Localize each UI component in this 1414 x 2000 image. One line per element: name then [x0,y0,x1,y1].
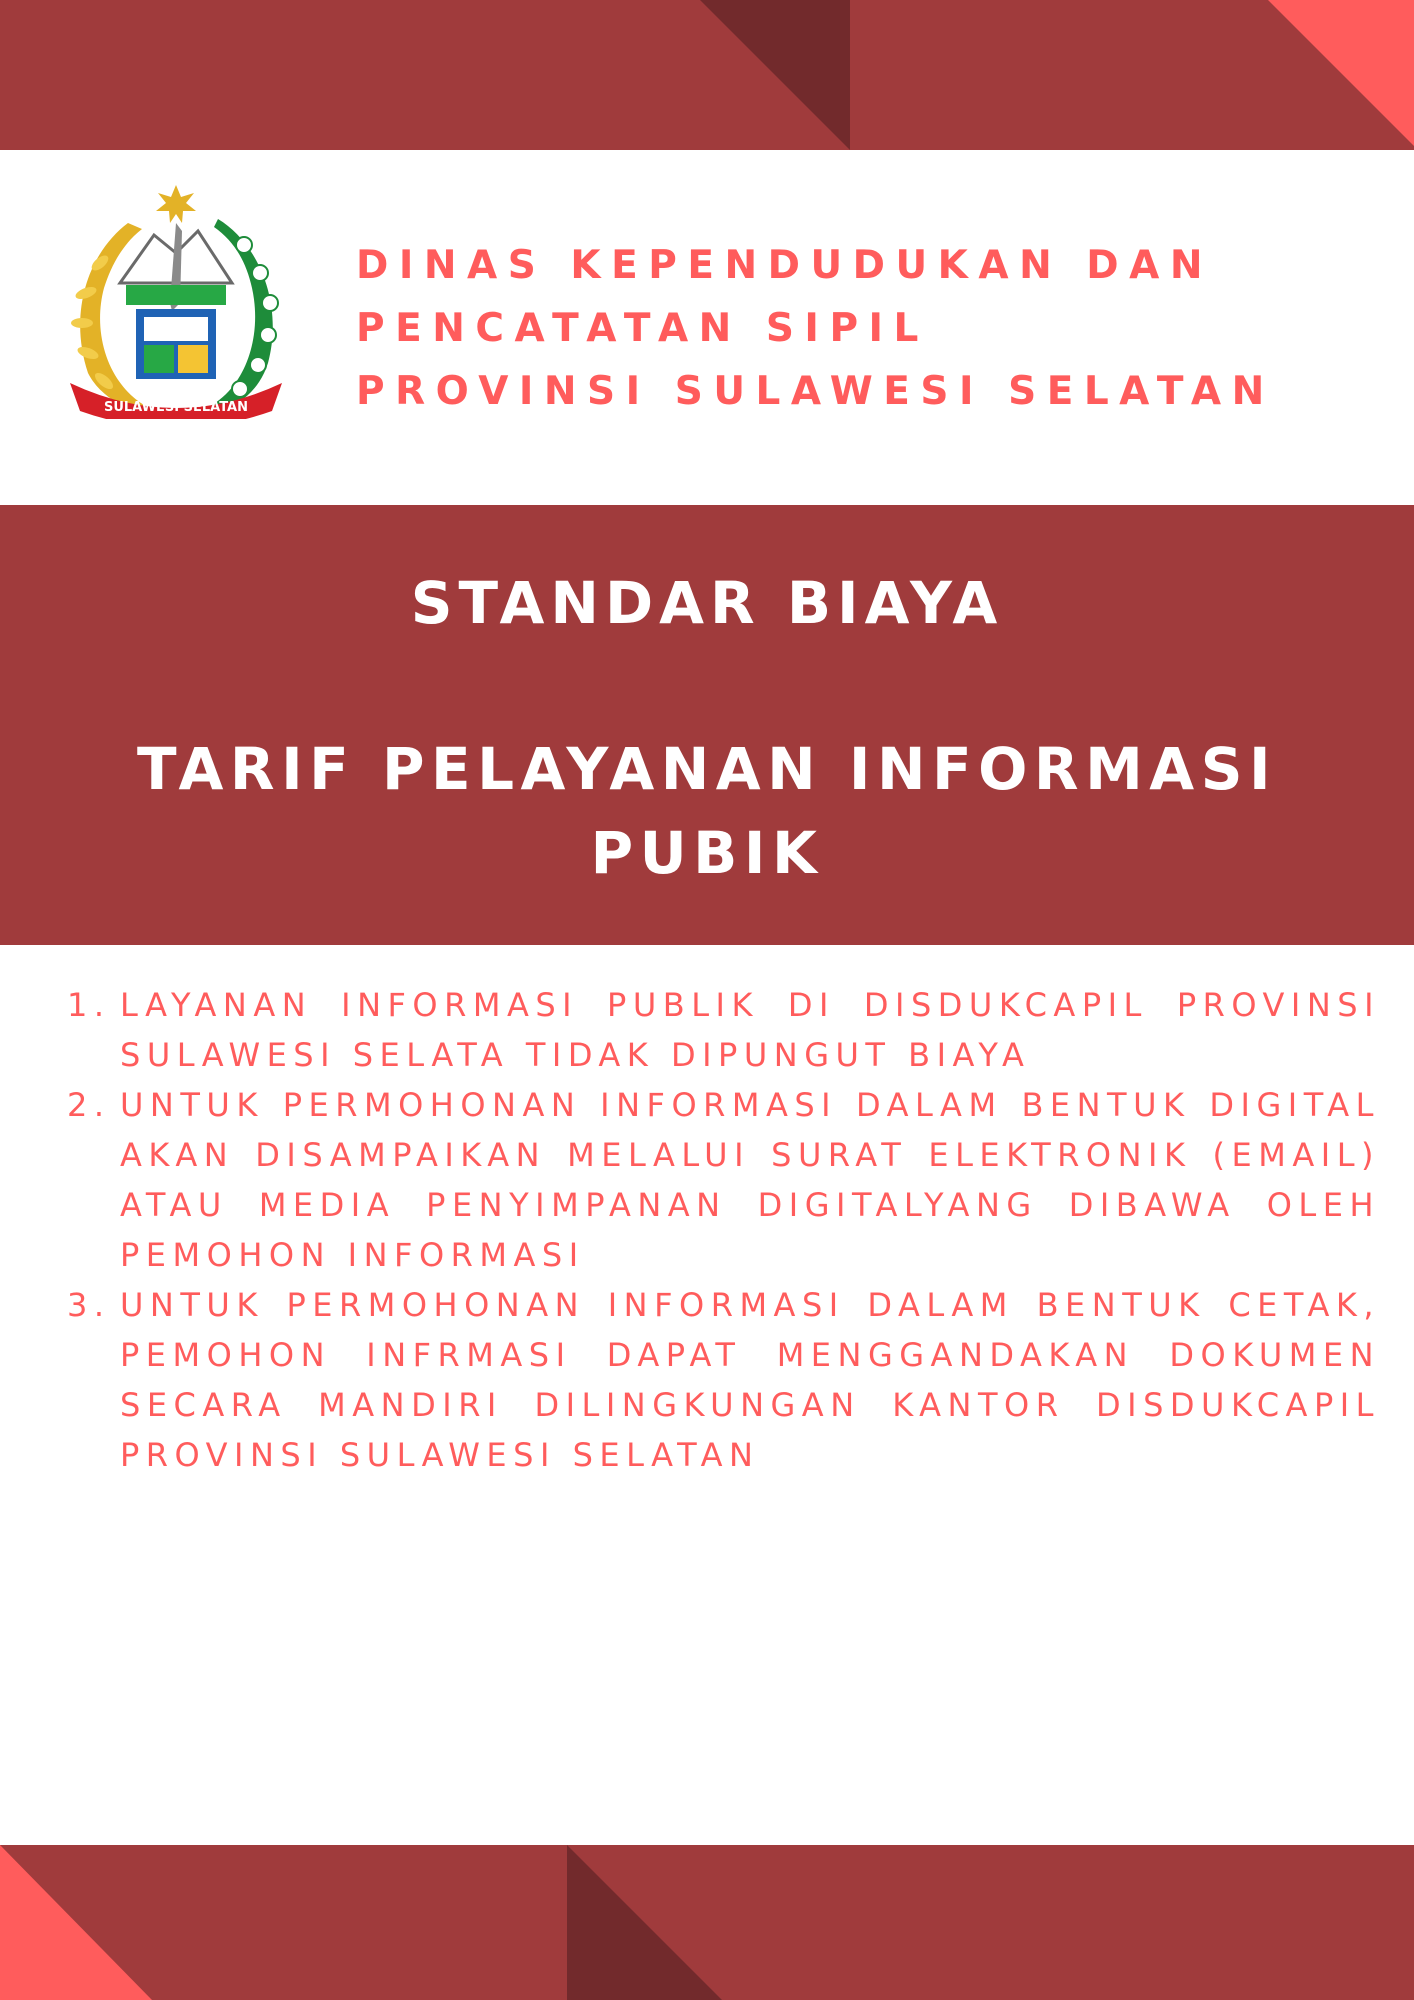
fee-standard-list [0,980,1414,1480]
title-sub: TARIF PELAYANAN INFORMASI PUBIK [136,735,1278,887]
top-decorative-band [0,0,1414,150]
title-block [0,505,1414,945]
bottom-coral-triangle [0,1845,152,2000]
bottom-band-triangles [0,1845,1414,2000]
emblem-ribbon-text: SULAWESI SELATAN [103,400,249,415]
list-item-text: LAYANAN INFORMASI PUBLIK DI DISDUKCAPIL PROVINSI SULAWESI SELATA TIDAK DIPUNGUT BIAYA [120,986,1380,1074]
list-item-text: UNTUK PERMOHONAN INFORMASI DALAM BENTUK DIGITAL AKAN DISAMPAIKAN MELALUI SURAT ELEKTRONIK (EMAIL) ATAU MEDIA PENYIMPANAN DIGITALYANG DIBAWA OLEH PEMOHON INFORMASI [120,1086,1380,1274]
top-band-triangles [0,0,1414,150]
agency-name [356,234,1396,423]
bottom-dark-triangle [567,1845,722,2000]
list-item-number: 3. [67,1286,111,1324]
agency-line-3: PROVINSI SULAWESI SELATAN [356,369,1275,414]
list-item-number: 2. [67,1086,111,1124]
emblem-star [156,185,196,223]
header [0,150,1414,505]
list-item-number: 1. [67,986,111,1024]
emblem-field [126,285,226,305]
list-item [0,1080,1414,1280]
provincial-coat-of-arms-icon [58,183,294,419]
agency-line-1: DINAS KEPENDUDUKAN DAN [356,243,1213,288]
list-item [0,980,1414,1080]
title-main: STANDAR BIAYA [410,569,1004,637]
top-dark-triangle [700,0,850,150]
list-item [0,1280,1414,1480]
agency-line-2: PENCATATAN SIPIL [356,306,929,351]
bottom-decorative-band [0,1845,1414,2000]
top-coral-triangle [1268,0,1414,146]
list-item-text: UNTUK PERMOHONAN INFORMASI DALAM BENTUK CETAK, PEMOHON INFRMASI DAPAT MENGGANDAKAN DOKUMEN SECARA MANDIRI DILINGKUNGAN KANTOR DISDUKCAPIL PROVINSI SULAWESI SELATAN [120,1286,1380,1474]
